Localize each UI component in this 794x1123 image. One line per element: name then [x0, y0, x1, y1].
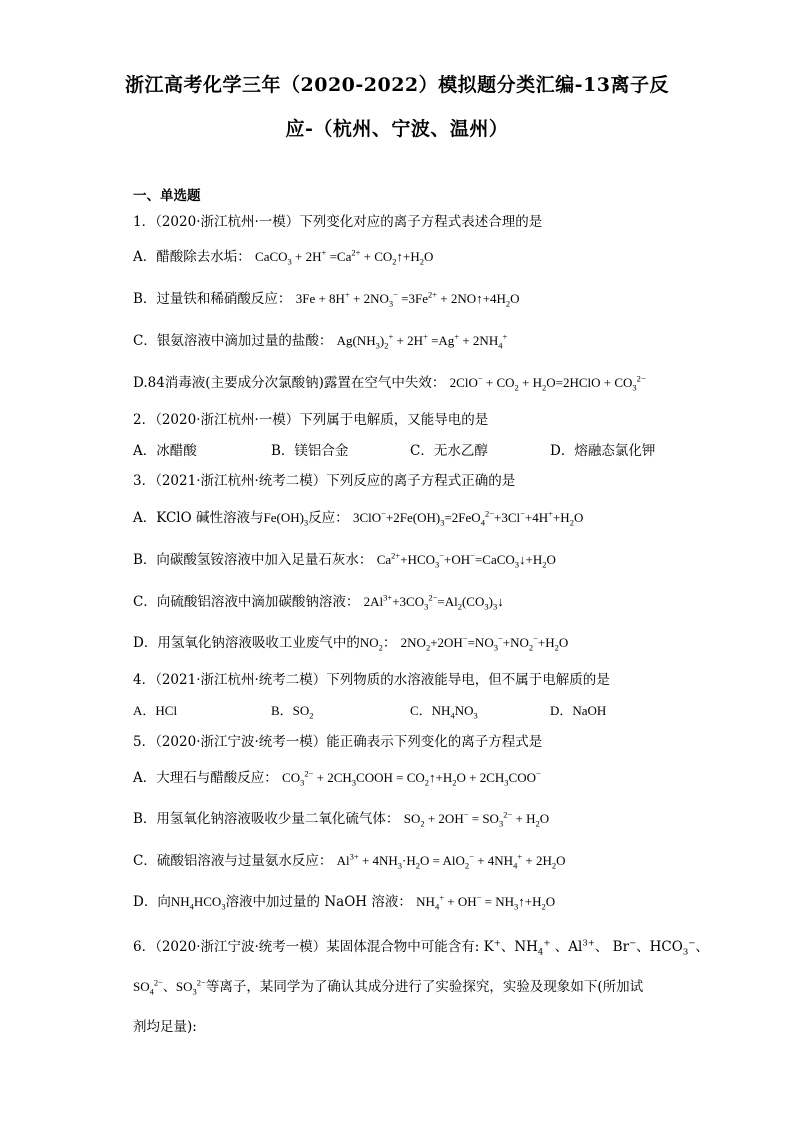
question-1-option-b — [133, 290, 520, 308]
question-4-option-a: A．HCl — [133, 703, 178, 718]
question-5-option-b — [133, 810, 549, 828]
document-title-line-2: 应-（杭州、宁波、温州） — [285, 118, 509, 140]
question-6-line-1: 6．（2020·浙江宁波·统考一模）某固体混合物中可能含有: K+、$NH_4^+$ 、$Al^{3+}$、 Br−、$HCO_3^-$、 — [133, 938, 709, 958]
option-d-text: D．向 — [133, 894, 171, 910]
option-c-equation: $2Al^{3+}+3CO_3^{2-}=Al_2(CO_3)_3↓$ — [363, 592, 504, 612]
question-5-option-d — [133, 893, 555, 911]
question-1-stem: 1．（2020·浙江杭州·一模）下列变化对应的离子方程式表述合理的是 — [133, 214, 543, 230]
option-b-equation: $SO_2 + 2OH^- = SO_3^{2-} + H_2O$ — [403, 809, 550, 829]
option-c-text: C．向硫酸铝溶液中滴加碳酸钠溶液： — [133, 594, 360, 610]
option-d-text: D.84消毒液(主要成分次氯酸钠)露置在空气中失效： — [133, 375, 446, 391]
question-3-stem: 3．（2021·浙江杭州·统考二模）下列反应的离子方程式正确的是 — [133, 473, 516, 489]
question-5-option-c — [133, 852, 565, 870]
option-c-text: C．硫酸铝溶液与过量氨水反应： — [133, 853, 333, 869]
question-3-option-b — [133, 551, 556, 569]
question-2-option-d: D．熔融态氯化钾 — [550, 443, 656, 459]
question-3-option-d — [133, 634, 568, 652]
question-6-line-3: 剂均足量): — [133, 1019, 197, 1035]
option-a-reactant: $Fe(OH)_3$ — [263, 510, 309, 528]
option-d-equation: $NH_4^+ + OH^-$ = $NH_3↑+H_2O$ — [416, 892, 556, 912]
question-4-option-b: B．$SO_2$ — [271, 703, 314, 721]
document-title-line-1: 浙江高考化学三年（2020-2022）模拟题分类汇编-13离子反 — [125, 74, 669, 96]
question-2-option-c: C．无水乙醇 — [410, 443, 488, 459]
option-b-text: B．过量铁和稀硝酸反应： — [133, 291, 292, 307]
option-c-equation: $Ag(NH_3)_2^+ + 2H^+ =Ag^+ + 2NH_4^+$ — [336, 331, 508, 351]
option-a-text: A．醋酸除去水垢： — [133, 249, 251, 265]
option-c-text: C．银氨溶液中滴加过量的盐酸： — [133, 333, 333, 349]
option-a-text-2: 反应： — [308, 510, 349, 526]
option-a-text: A．KClO 碱性溶液与 — [133, 510, 264, 526]
question-4-stem: 4．（2021·浙江杭州·统考二模）下列物质的水溶液能导电，但不属于电解质的是 — [133, 672, 610, 688]
option-a-equation: $CO_3^{2-}$ + $2CH_3COOH$ = $CO_2↑+H_2O + 2CH_3COO^-$ — [282, 768, 541, 788]
option-a-equation: $3ClO^-+2Fe(OH)_3=2FeO_4^{2-}+3Cl^-+4H^++H_2O$ — [352, 508, 584, 528]
option-a-text: A．大理石与醋酸反应： — [133, 770, 278, 786]
question-4-option-d: D．NaOH — [550, 703, 607, 718]
option-b-equation: $3Fe + 8H^+ + 2NO_3^- =3Fe^{2+}$ + $2NO↑+4H_2O$ — [295, 289, 520, 309]
option-d-text-2: ： — [382, 635, 397, 651]
question-4-option-c: C．$NH_4NO_3$ — [410, 703, 478, 721]
option-b-text: B．向碳酸氢铵溶液中加入足量石灰水： — [133, 552, 373, 568]
question-5-option-a — [133, 769, 541, 787]
question-3-option-a — [133, 509, 583, 527]
question-1-option-a — [133, 248, 433, 266]
option-d-equation: $2ClO^- + CO_2$ + $H_2O=2HClO + CO_3^{2-}$ — [449, 373, 646, 393]
option-a-equation: CaCO$_3$ + $2H^+ =Ca^{2+}$ + $CO_2↑+H_2O$ — [255, 247, 434, 267]
option-d-reagent: $NH_4HCO_3$ — [170, 894, 226, 912]
question-2-option-b: B．镁铝合金 — [271, 443, 349, 459]
option-b-text: B．用氢氧化钠溶液吸收少量二氧化硫气体： — [133, 811, 400, 827]
question-1-option-d — [133, 374, 646, 392]
option-d-text: D．用氢氧化钠溶液吸收工业废气中的 — [133, 635, 360, 651]
section-heading: 一、单选题 — [133, 188, 201, 204]
question-5-stem: 5．（2020·浙江宁波·统考一模）能正确表示下列变化的离子方程式是 — [133, 734, 543, 750]
question-1-option-c — [133, 332, 507, 350]
question-6-line-2: $SO_4^{2-}$、$SO_3^{2-}$等离子，某同学为了确认其成分进行了实验探究，实验及现象如下(所加试 — [133, 977, 644, 997]
question-2-option-a: A．冰醋酸 — [133, 443, 197, 459]
option-d-reactant: $NO_2$ — [359, 635, 383, 653]
option-b-equation: $Ca^{2+}+HCO_3^-+OH^-=CaCO_3↓+H_2O$ — [376, 550, 556, 570]
option-c-equation: $Al^{3+} + 4NH_3\cdot H_2O = AlO_2^- + 4NH_4^+ + 2H_2O$ — [336, 851, 566, 871]
question-3-option-c — [133, 593, 504, 611]
option-d-equation: $2NO_2+2OH^-=NO_3^-+NO_2^-+H_2O$ — [400, 633, 569, 653]
option-d-text-2: 溶液中加过量的 NaOH 溶液： — [225, 894, 412, 910]
question-2-stem: 2．（2020·浙江杭州·一模）下列属于电解质，又能导电的是 — [133, 412, 489, 428]
